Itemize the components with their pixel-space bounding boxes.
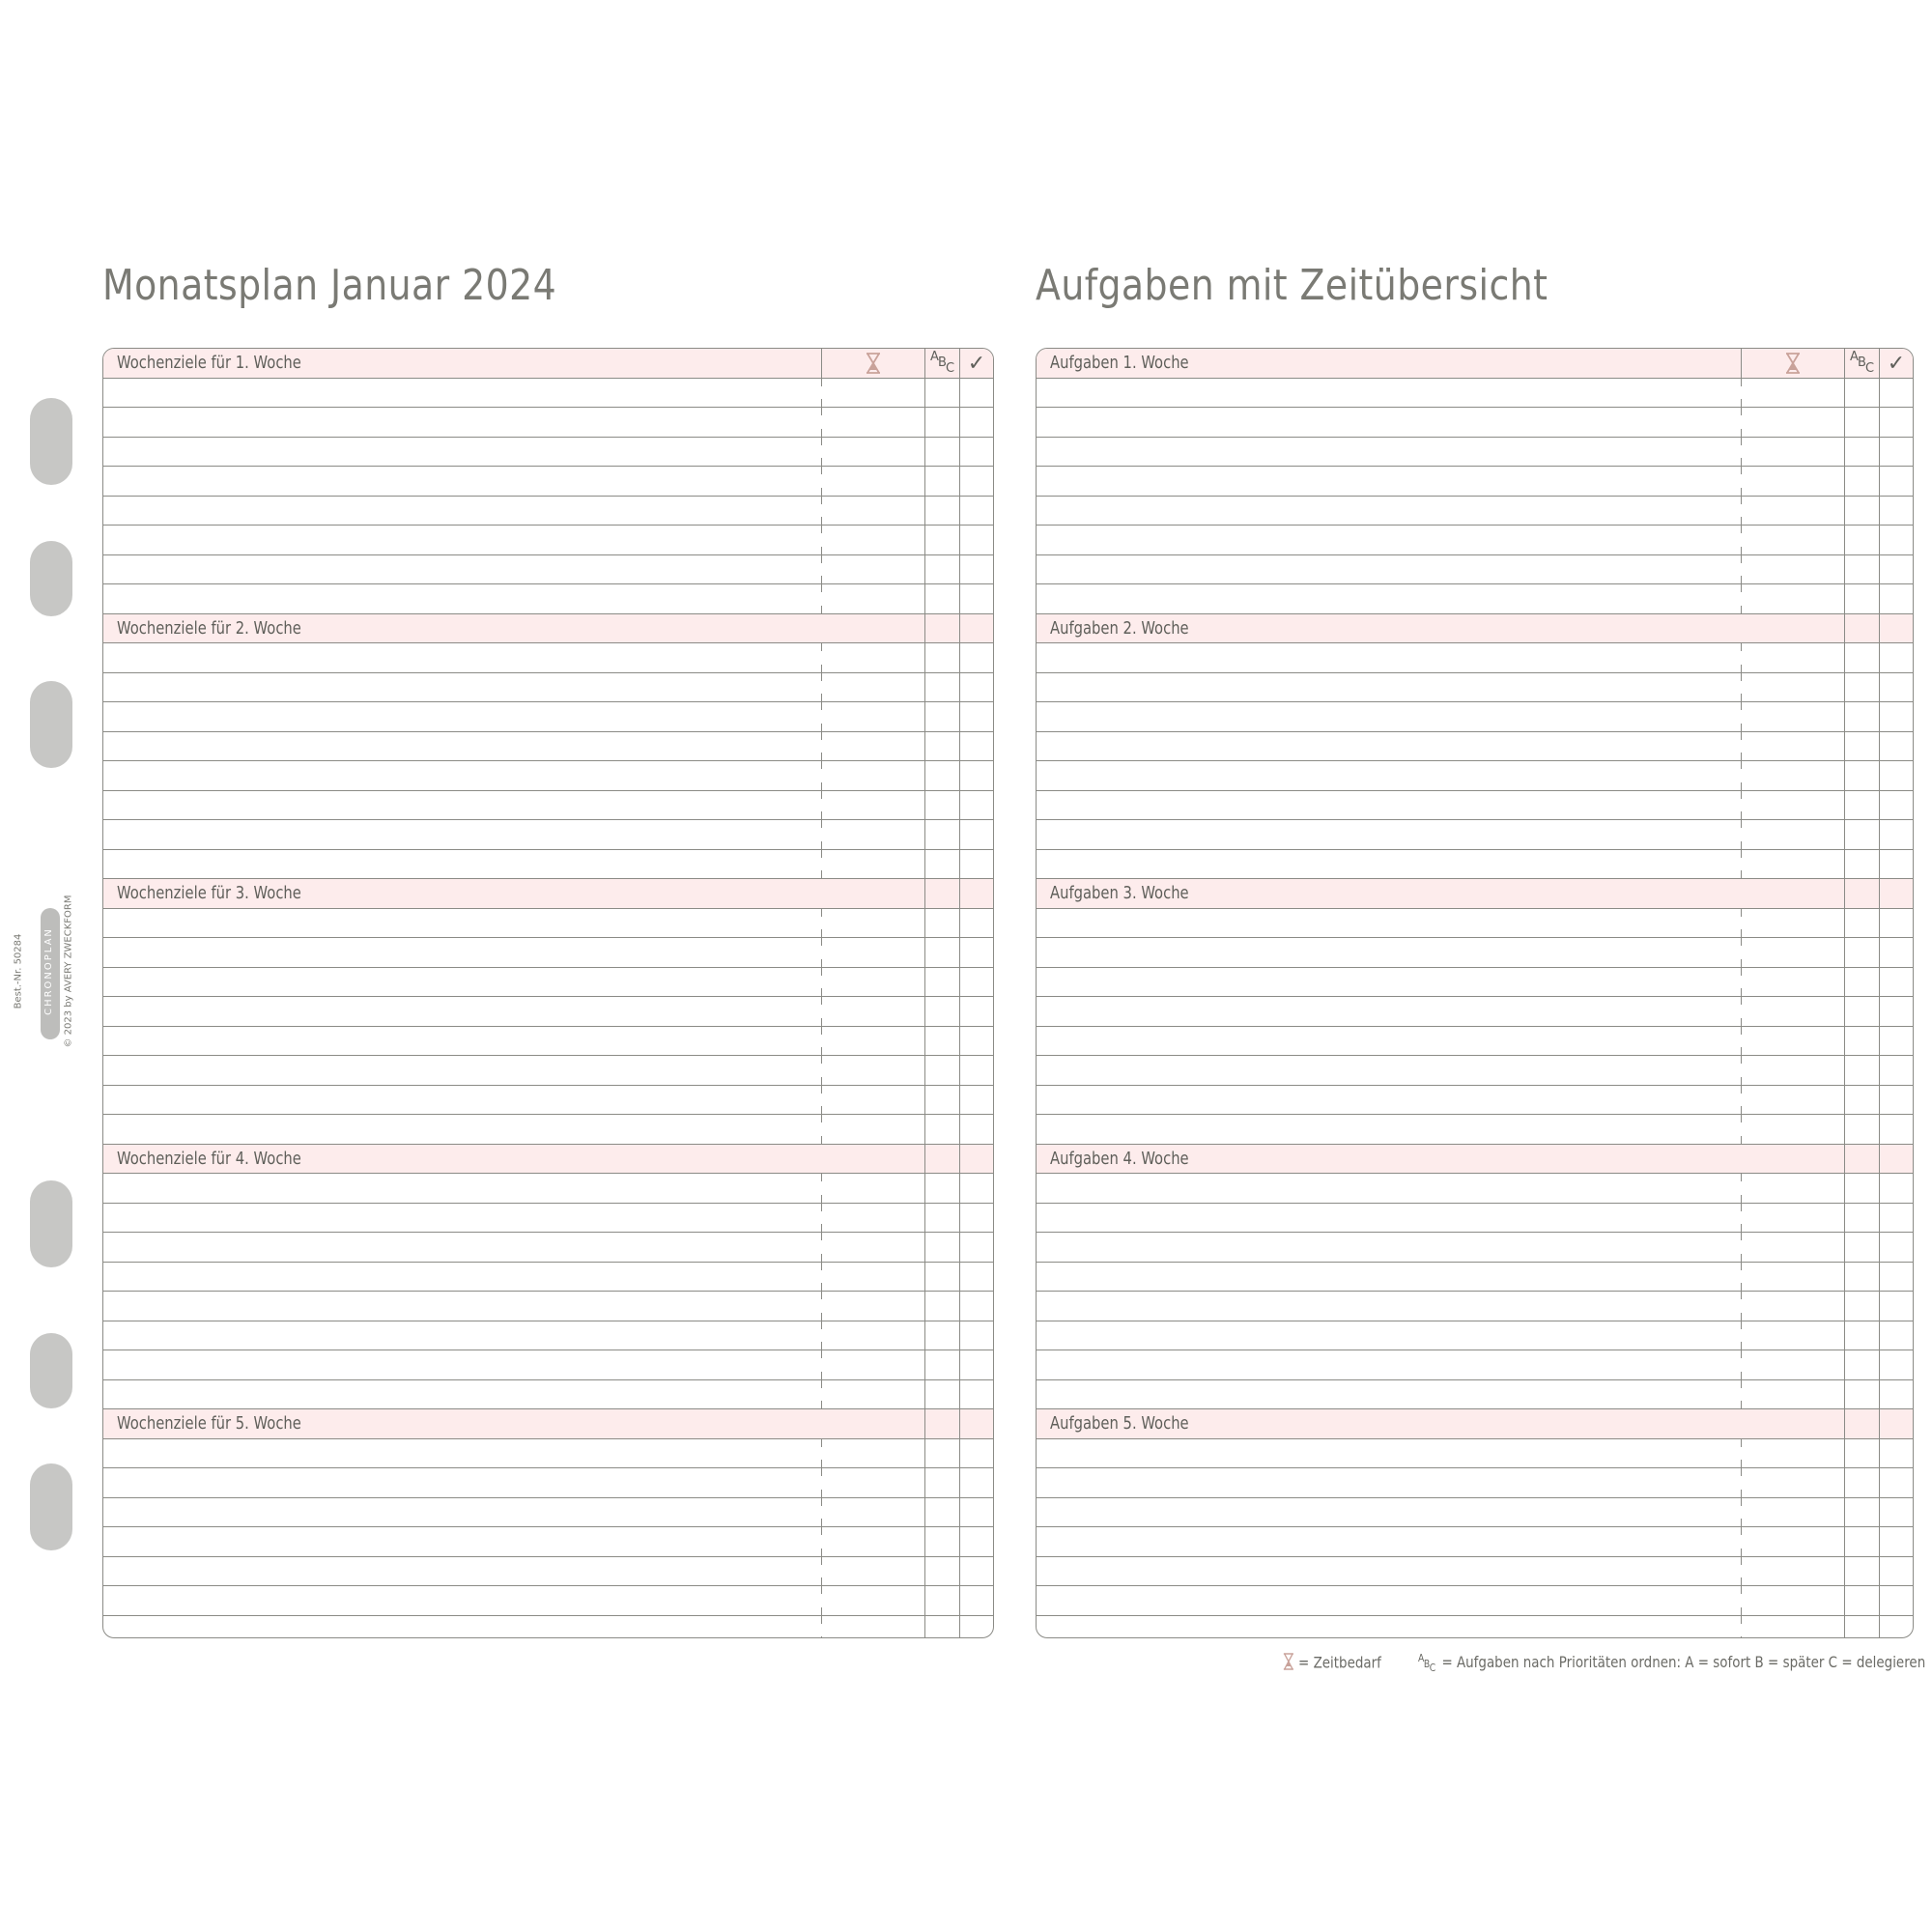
time-column-tick bbox=[1741, 1401, 1742, 1408]
time-column-tick bbox=[821, 673, 822, 681]
time-column-tick bbox=[821, 429, 822, 437]
ruled-line[interactable] bbox=[103, 408, 993, 438]
column-divider bbox=[1844, 349, 1845, 1637]
section-header bbox=[103, 1409, 993, 1439]
time-column-tick bbox=[1741, 988, 1742, 996]
time-column-tick bbox=[1741, 694, 1742, 701]
time-column-tick bbox=[821, 1086, 822, 1094]
section-label: Wochenziele für 2. Woche bbox=[117, 617, 301, 639]
time-column-tick bbox=[821, 1616, 822, 1624]
ruled-line[interactable] bbox=[1037, 909, 1913, 939]
time-column-tick bbox=[821, 1027, 822, 1035]
time-column-tick bbox=[1741, 1263, 1742, 1270]
ruled-line[interactable] bbox=[1037, 408, 1913, 438]
time-column-tick bbox=[1741, 1468, 1742, 1476]
ruled-line[interactable] bbox=[1037, 643, 1913, 673]
time-column-tick bbox=[821, 1460, 822, 1467]
time-column-tick bbox=[1741, 1350, 1742, 1358]
time-column-tick bbox=[1741, 968, 1742, 976]
ruled-line[interactable] bbox=[103, 526, 993, 555]
ruled-line[interactable] bbox=[103, 1616, 993, 1639]
ruled-line[interactable] bbox=[103, 1292, 993, 1321]
time-column-tick bbox=[821, 909, 822, 917]
ruled-line[interactable] bbox=[1037, 938, 1913, 968]
ruled-line[interactable] bbox=[103, 702, 993, 732]
time-column-tick bbox=[1741, 702, 1742, 710]
ruled-line[interactable] bbox=[1037, 761, 1913, 791]
time-column-tick bbox=[821, 458, 822, 466]
time-column-tick bbox=[1741, 1027, 1742, 1035]
time-column-tick bbox=[821, 988, 822, 996]
time-column-tick bbox=[1741, 606, 1742, 613]
time-column-tick bbox=[821, 1498, 822, 1506]
ruled-line[interactable] bbox=[103, 379, 993, 409]
ruled-line[interactable] bbox=[1037, 1233, 1913, 1263]
abc-letter: C bbox=[1865, 361, 1875, 376]
time-column-tick bbox=[1741, 929, 1742, 937]
time-column-tick bbox=[1741, 526, 1742, 533]
ruled-line[interactable] bbox=[103, 1056, 993, 1086]
time-column-tick bbox=[1741, 1460, 1742, 1467]
abc-letter: A bbox=[930, 350, 939, 364]
ruled-line[interactable] bbox=[103, 938, 993, 968]
ruled-line[interactable] bbox=[103, 467, 993, 497]
time-column-tick bbox=[821, 643, 822, 651]
time-column-tick bbox=[1741, 1527, 1742, 1535]
time-column-tick bbox=[821, 1607, 822, 1615]
time-column-tick bbox=[821, 820, 822, 828]
time-column-tick bbox=[1741, 1607, 1742, 1615]
page-title-left: Monatsplan Januar 2024 bbox=[102, 261, 557, 310]
ruled-line[interactable] bbox=[1037, 1174, 1913, 1204]
ruled-line[interactable] bbox=[1037, 1204, 1913, 1234]
time-column-tick bbox=[1741, 1380, 1742, 1388]
column-divider bbox=[959, 349, 960, 1637]
ruled-line[interactable] bbox=[1037, 1056, 1913, 1086]
time-column-tick bbox=[821, 791, 822, 799]
ruled-line[interactable] bbox=[103, 1086, 993, 1116]
time-column-tick bbox=[1741, 1224, 1742, 1232]
time-column-tick bbox=[821, 1077, 822, 1085]
time-column-tick bbox=[1741, 1498, 1742, 1506]
time-column-tick bbox=[821, 811, 822, 819]
time-column-tick bbox=[1741, 379, 1742, 386]
section-header bbox=[1037, 1145, 1913, 1175]
time-column-tick bbox=[821, 1018, 822, 1026]
time-column-tick bbox=[1741, 1115, 1742, 1122]
time-column-tick bbox=[821, 606, 822, 613]
ruled-line[interactable] bbox=[103, 1350, 993, 1380]
time-column-tick bbox=[821, 1557, 822, 1565]
legend-priority bbox=[1418, 1653, 1925, 1673]
time-column-tick bbox=[821, 929, 822, 937]
punch-hole bbox=[30, 1463, 72, 1550]
ruled-line[interactable] bbox=[103, 1468, 993, 1498]
ruled-line[interactable] bbox=[1037, 820, 1913, 850]
ruled-line[interactable] bbox=[1037, 968, 1913, 998]
time-column-tick bbox=[1741, 1519, 1742, 1526]
time-column-tick bbox=[821, 702, 822, 710]
ruled-line[interactable] bbox=[103, 1027, 993, 1057]
time-column-tick bbox=[1741, 1342, 1742, 1350]
time-column-tick bbox=[821, 1136, 822, 1144]
copyright: © 2023 by AVERY ZWECKFORM bbox=[63, 895, 74, 1048]
ruled-line[interactable] bbox=[1037, 379, 1913, 409]
time-column-tick bbox=[1741, 1283, 1742, 1291]
time-column-tick bbox=[821, 1321, 822, 1329]
ruled-line[interactable] bbox=[103, 643, 993, 673]
time-column-tick bbox=[1741, 1195, 1742, 1203]
time-column-tick bbox=[821, 959, 822, 967]
time-column-tick bbox=[1741, 1372, 1742, 1379]
ruled-line[interactable] bbox=[1037, 1350, 1913, 1380]
time-column-tick bbox=[1741, 820, 1742, 828]
time-column-tick bbox=[1741, 458, 1742, 466]
ruled-line[interactable] bbox=[1037, 1439, 1913, 1469]
time-column-tick bbox=[821, 1292, 822, 1299]
ruled-line[interactable] bbox=[103, 497, 993, 526]
ruled-line[interactable] bbox=[1037, 1616, 1913, 1639]
ruled-line[interactable] bbox=[103, 438, 993, 468]
ruled-line[interactable] bbox=[103, 968, 993, 998]
time-column-tick bbox=[1741, 761, 1742, 769]
ruled-line[interactable] bbox=[103, 1527, 993, 1557]
time-column-tick bbox=[821, 555, 822, 563]
time-column-tick bbox=[821, 1490, 822, 1497]
time-column-tick bbox=[1741, 841, 1742, 849]
time-column-tick bbox=[821, 1439, 822, 1447]
time-column-tick bbox=[1741, 1577, 1742, 1585]
time-column-tick bbox=[1741, 488, 1742, 496]
time-column-tick bbox=[1741, 1254, 1742, 1262]
ruled-line[interactable] bbox=[103, 1498, 993, 1528]
legend-time bbox=[1283, 1653, 1381, 1674]
ruled-line[interactable] bbox=[1037, 1380, 1913, 1410]
ruled-line[interactable] bbox=[103, 1174, 993, 1204]
time-column-tick bbox=[1741, 1056, 1742, 1064]
time-column-tick bbox=[821, 997, 822, 1005]
section-label: Wochenziele für 4. Woche bbox=[117, 1148, 301, 1169]
section-header bbox=[1037, 614, 1913, 644]
section-label: Aufgaben 5. Woche bbox=[1050, 1413, 1189, 1434]
section-label: Wochenziele für 3. Woche bbox=[117, 883, 301, 903]
time-column-tick bbox=[1741, 429, 1742, 437]
time-column-tick bbox=[821, 1342, 822, 1350]
time-column-tick bbox=[1741, 1548, 1742, 1556]
time-column-tick bbox=[821, 1047, 822, 1055]
time-column-tick bbox=[1741, 1586, 1742, 1594]
ruled-line[interactable] bbox=[103, 1115, 993, 1145]
checkmark-icon: ✓ bbox=[967, 351, 986, 375]
time-column-tick bbox=[1741, 811, 1742, 819]
ruled-line[interactable] bbox=[103, 732, 993, 762]
time-column-tick bbox=[1741, 1292, 1742, 1299]
time-column-tick bbox=[1741, 1439, 1742, 1447]
page-title-right: Aufgaben mit Zeitübersicht bbox=[1036, 261, 1548, 310]
section-label: Aufgaben 4. Woche bbox=[1050, 1148, 1189, 1169]
time-column-tick bbox=[1741, 584, 1742, 592]
time-column-tick bbox=[821, 1527, 822, 1535]
time-column-tick bbox=[821, 782, 822, 790]
time-column-tick bbox=[1741, 665, 1742, 672]
punch-hole bbox=[30, 398, 72, 485]
time-column-tick bbox=[1741, 1077, 1742, 1085]
time-column-tick bbox=[1741, 909, 1742, 917]
time-column-tick bbox=[821, 850, 822, 858]
time-column-tick bbox=[821, 841, 822, 849]
time-column-tick bbox=[821, 1350, 822, 1358]
time-column-tick bbox=[1741, 547, 1742, 554]
ruled-line[interactable] bbox=[1037, 1292, 1913, 1321]
time-column-tick bbox=[1741, 724, 1742, 731]
time-column-tick bbox=[821, 408, 822, 415]
time-column-tick bbox=[1741, 782, 1742, 790]
ruled-line[interactable] bbox=[1037, 997, 1913, 1027]
time-column-tick bbox=[821, 1233, 822, 1240]
abc-priority-icon: A B C bbox=[1418, 1651, 1436, 1674]
ruled-line[interactable] bbox=[1037, 1115, 1913, 1145]
ruled-line[interactable] bbox=[1037, 555, 1913, 585]
ruled-line[interactable] bbox=[103, 1321, 993, 1351]
time-column-tick bbox=[821, 1548, 822, 1556]
order-number: Best.-Nr. 50284 bbox=[13, 933, 24, 1009]
time-column-tick bbox=[821, 968, 822, 976]
ruled-line[interactable] bbox=[1037, 850, 1913, 880]
time-column-tick bbox=[821, 1056, 822, 1064]
time-column-tick bbox=[821, 399, 822, 407]
time-column-tick bbox=[1741, 497, 1742, 504]
time-column-tick bbox=[1741, 938, 1742, 946]
time-column-tick bbox=[821, 1313, 822, 1321]
time-column-tick bbox=[821, 694, 822, 701]
abc-letter: B bbox=[938, 355, 947, 370]
ruled-line[interactable] bbox=[1037, 438, 1913, 468]
hourglass-icon bbox=[1283, 1653, 1294, 1674]
section-header bbox=[103, 1145, 993, 1175]
ruled-line[interactable] bbox=[1037, 1027, 1913, 1057]
tasks-table bbox=[1036, 348, 1914, 1638]
time-column-tick bbox=[821, 1380, 822, 1388]
ruled-line[interactable] bbox=[103, 555, 993, 585]
time-column-tick bbox=[1741, 1136, 1742, 1144]
punch-hole bbox=[30, 681, 72, 768]
time-column-tick bbox=[821, 1224, 822, 1232]
time-column-tick bbox=[1741, 643, 1742, 651]
ruled-line[interactable] bbox=[1037, 1263, 1913, 1293]
time-column-tick bbox=[821, 379, 822, 386]
time-column-tick bbox=[821, 1586, 822, 1594]
ruled-line[interactable] bbox=[1037, 732, 1913, 762]
time-column-tick bbox=[821, 1372, 822, 1379]
ruled-line[interactable] bbox=[103, 820, 993, 850]
abc-letter: B bbox=[1858, 355, 1866, 370]
time-column-tick bbox=[821, 1468, 822, 1476]
time-column-tick bbox=[821, 1115, 822, 1122]
abc-priority-icon bbox=[924, 349, 959, 378]
time-column-tick bbox=[821, 488, 822, 496]
ruled-line[interactable] bbox=[103, 1263, 993, 1293]
time-column-tick bbox=[821, 576, 822, 583]
ruled-line[interactable] bbox=[1037, 1498, 1913, 1528]
time-column-tick bbox=[1741, 408, 1742, 415]
section-label: Wochenziele für 1. Woche bbox=[117, 353, 301, 373]
ruled-line[interactable] bbox=[103, 1204, 993, 1234]
ruled-line[interactable] bbox=[1037, 1557, 1913, 1587]
time-column-tick bbox=[1741, 1490, 1742, 1497]
time-column-tick bbox=[1741, 850, 1742, 858]
time-column-tick bbox=[1741, 1018, 1742, 1026]
punch-hole bbox=[30, 1180, 72, 1267]
time-column-tick bbox=[821, 1401, 822, 1408]
time-column-tick bbox=[821, 517, 822, 525]
time-column-tick bbox=[1741, 576, 1742, 583]
time-column-tick bbox=[1741, 517, 1742, 525]
ruled-line[interactable] bbox=[1037, 673, 1913, 703]
ruled-line[interactable] bbox=[1037, 1468, 1913, 1498]
time-column-tick bbox=[1741, 959, 1742, 967]
time-column-tick bbox=[821, 497, 822, 504]
time-column-tick bbox=[821, 1254, 822, 1262]
column-divider bbox=[1879, 349, 1880, 1637]
ruled-line[interactable] bbox=[103, 909, 993, 939]
time-column-tick bbox=[1741, 1233, 1742, 1240]
ruled-line[interactable] bbox=[1037, 791, 1913, 821]
hourglass-icon bbox=[1741, 349, 1844, 378]
ruled-line[interactable] bbox=[103, 791, 993, 821]
time-column-tick bbox=[1741, 1086, 1742, 1094]
time-column-tick bbox=[1741, 997, 1742, 1005]
section-header bbox=[1037, 1409, 1913, 1439]
section-label: Wochenziele für 5. Woche bbox=[117, 1413, 301, 1434]
time-column-tick bbox=[821, 1204, 822, 1211]
checkmark-icon: ✓ bbox=[1887, 351, 1906, 375]
ruled-line[interactable] bbox=[103, 1439, 993, 1469]
ruled-line[interactable] bbox=[103, 1557, 993, 1587]
time-column-tick bbox=[1741, 791, 1742, 799]
section-label: Aufgaben 2. Woche bbox=[1050, 617, 1189, 639]
time-column-tick bbox=[821, 761, 822, 769]
time-column-tick bbox=[821, 1519, 822, 1526]
time-column-tick bbox=[821, 1106, 822, 1114]
weekly-goals-table bbox=[102, 348, 994, 1638]
ruled-line[interactable] bbox=[103, 1586, 993, 1616]
time-column-tick bbox=[1741, 555, 1742, 563]
time-column-tick bbox=[1741, 467, 1742, 474]
time-column-tick bbox=[821, 526, 822, 533]
time-column-tick bbox=[821, 1636, 822, 1638]
abc-letter: C bbox=[946, 361, 955, 376]
time-column-tick bbox=[1741, 1174, 1742, 1181]
time-column-tick bbox=[1741, 1616, 1742, 1624]
ruled-line[interactable] bbox=[1037, 1527, 1913, 1557]
punch-hole bbox=[30, 541, 72, 616]
time-column-tick bbox=[821, 938, 822, 946]
time-column-tick bbox=[1741, 1636, 1742, 1638]
ruled-line[interactable] bbox=[1037, 702, 1913, 732]
time-column-tick bbox=[1741, 399, 1742, 407]
ruled-line[interactable] bbox=[103, 850, 993, 880]
time-column-tick bbox=[821, 547, 822, 554]
time-column-tick bbox=[821, 665, 822, 672]
time-column-tick bbox=[821, 438, 822, 445]
section-label: Aufgaben 1. Woche bbox=[1050, 353, 1189, 373]
time-column-tick bbox=[821, 1577, 822, 1585]
ruled-line[interactable] bbox=[103, 584, 993, 614]
legend-time-text: = Zeitbedarf bbox=[1298, 1653, 1381, 1672]
time-column-tick bbox=[1741, 1204, 1742, 1211]
time-column-tick bbox=[1741, 673, 1742, 681]
time-column-tick bbox=[821, 724, 822, 731]
section-header bbox=[103, 879, 993, 909]
abc-letter: A bbox=[1850, 350, 1859, 364]
ruled-line[interactable] bbox=[1037, 1586, 1913, 1616]
ruled-line[interactable] bbox=[1037, 1321, 1913, 1351]
time-column-tick bbox=[1741, 1106, 1742, 1114]
ruled-line[interactable] bbox=[1037, 526, 1913, 555]
time-column-tick bbox=[821, 467, 822, 474]
ruled-line[interactable] bbox=[1037, 584, 1913, 614]
time-column-tick bbox=[1741, 1047, 1742, 1055]
hourglass-icon bbox=[821, 349, 924, 378]
brand-name: CHRONOPLAN bbox=[43, 927, 54, 1015]
column-divider bbox=[924, 349, 925, 1637]
section-header bbox=[103, 614, 993, 644]
time-column-tick bbox=[821, 584, 822, 592]
ruled-line[interactable] bbox=[103, 997, 993, 1027]
time-column-tick bbox=[821, 1263, 822, 1270]
time-column-tick bbox=[1741, 870, 1742, 878]
ruled-line[interactable] bbox=[103, 673, 993, 703]
ruled-line[interactable] bbox=[103, 1233, 993, 1263]
section-header bbox=[1037, 879, 1913, 909]
ruled-line[interactable] bbox=[103, 761, 993, 791]
time-column-tick bbox=[821, 1174, 822, 1181]
time-column-tick bbox=[1741, 438, 1742, 445]
time-column-tick bbox=[1741, 1321, 1742, 1329]
time-column-tick bbox=[821, 1283, 822, 1291]
time-column-tick bbox=[1741, 1557, 1742, 1565]
abc-priority-icon bbox=[1844, 349, 1879, 378]
ruled-line[interactable] bbox=[1037, 1086, 1913, 1116]
time-column-tick bbox=[1741, 1313, 1742, 1321]
time-column-tick bbox=[1741, 732, 1742, 740]
time-column-tick bbox=[821, 870, 822, 878]
punch-hole bbox=[30, 1333, 72, 1408]
section-label: Aufgaben 3. Woche bbox=[1050, 883, 1189, 903]
time-column-tick bbox=[1741, 753, 1742, 760]
ruled-line[interactable] bbox=[1037, 467, 1913, 497]
time-column-tick bbox=[821, 732, 822, 740]
time-column-tick bbox=[821, 753, 822, 760]
ruled-line[interactable] bbox=[1037, 497, 1913, 526]
legend-priority-text: = Aufgaben nach Prioritäten ordnen: A = sofort B = später C = delegieren bbox=[1441, 1653, 1926, 1671]
time-column-tick bbox=[821, 1195, 822, 1203]
ruled-line[interactable] bbox=[103, 1380, 993, 1410]
